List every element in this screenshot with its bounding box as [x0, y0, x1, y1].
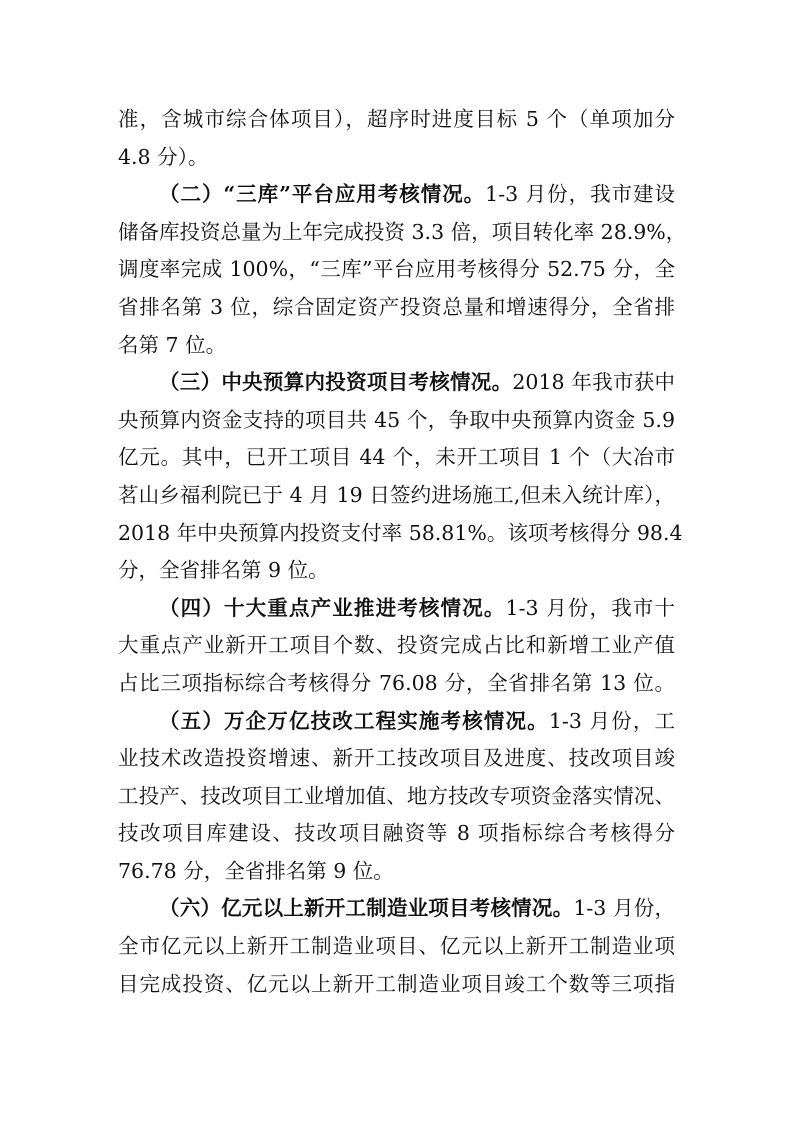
section-heading-line — [118, 364, 675, 402]
line-text: 占比三项指标综合考核得分 76.08 分，全省排名第 13 位。 — [118, 670, 675, 695]
paragraph-line — [118, 552, 675, 590]
section-heading-line — [118, 703, 675, 741]
paragraph-line — [118, 853, 675, 891]
section-heading-line — [118, 890, 675, 928]
paragraph-line — [118, 289, 675, 327]
line-text: 名第 7 位。 — [118, 332, 227, 357]
paragraph-line — [118, 815, 675, 853]
section-heading: （三）中央预算内投资项目考核情况。 — [159, 370, 513, 395]
paragraph-line — [118, 740, 675, 778]
paragraph-line — [118, 627, 675, 665]
paragraph-line — [118, 139, 675, 177]
line-text: 2018 年中央预算内投资支付率 58.81%。该项考核得分 98.4 — [118, 520, 683, 545]
section-heading: （六）亿元以上新开工制造业项目考核情况。 — [159, 896, 574, 921]
line-text: 大重点产业新开工项目个数、投资完成占比和新增工业产值 — [118, 633, 675, 658]
paragraph-line — [118, 327, 675, 365]
paragraph-line — [118, 778, 675, 816]
section-heading-line — [118, 176, 675, 214]
line-text: 4.8 分）。 — [118, 144, 209, 169]
paragraph-line — [118, 402, 675, 440]
paragraph-line — [118, 439, 675, 477]
line-text: 茗山乡福利院已于 4 月 19 日签约进场施工,但未入统计库）， — [118, 482, 675, 507]
line-text: 工投产、技改项目工业增加值、地方技改专项资金落实情况、 — [118, 783, 675, 808]
line-text: 分，全省排名第 9 位。 — [118, 558, 329, 583]
line-text: 1-3 月份，工 — [548, 708, 676, 733]
paragraph-line — [118, 665, 675, 703]
line-text: 储备库投资总量为上年完成投资 3.3 倍，项目转化率 28.9%， — [118, 219, 687, 244]
line-text: 业技术改造投资增速、新开工技改项目及进度、技改项目竣 — [118, 746, 675, 771]
line-text: 亿元。其中，已开工项目 44 个，未开工项目 1 个（大冶市 — [118, 445, 675, 470]
line-text: 目完成投资、亿元以上新开工制造业项目竣工个数等三项指 — [118, 971, 675, 996]
section-heading: （四）十大重点产业推进考核情况。 — [159, 595, 506, 620]
line-text: 全市亿元以上新开工制造业项目、亿元以上新开工制造业项 — [118, 934, 675, 959]
line-text: 央预算内资金支持的项目共 45 个，争取中央预算内资金 5.9 — [118, 407, 675, 432]
paragraph-line — [118, 251, 675, 289]
document-page — [118, 101, 687, 1003]
line-text: 1-3 月份，我市十 — [505, 595, 676, 620]
paragraph-line — [118, 515, 683, 553]
paragraph-line — [118, 477, 675, 515]
paragraph-line — [118, 928, 675, 966]
section-heading: （二）“三库”平台应用考核情况。 — [159, 182, 486, 207]
section-heading: （五）万企万亿技改工程实施考核情况。 — [159, 708, 549, 733]
line-text: 准，含城市综合体项目），超序时进度目标 5 个（单项加分 — [118, 107, 675, 131]
line-text: 2018 年我市获中 — [512, 370, 676, 395]
line-text: 1-3 月份， — [573, 896, 676, 921]
section-heading-line — [118, 590, 675, 628]
paragraph-line — [118, 966, 675, 1004]
paragraph-line — [118, 101, 675, 139]
line-text: 省排名第 3 位，综合固定资产投资总量和增速得分，全省排 — [118, 294, 675, 319]
line-text: 调度率完成 100%，“三库”平台应用考核得分 52.75 分，全 — [118, 257, 675, 282]
line-text: 技改项目库建设、技改项目融资等 8 项指标综合考核得分 — [118, 821, 675, 846]
paragraph-line — [118, 214, 687, 252]
line-text: 1-3 月份，我市建设 — [485, 182, 675, 207]
line-text: 76.78 分，全省排名第 9 位。 — [118, 858, 394, 883]
